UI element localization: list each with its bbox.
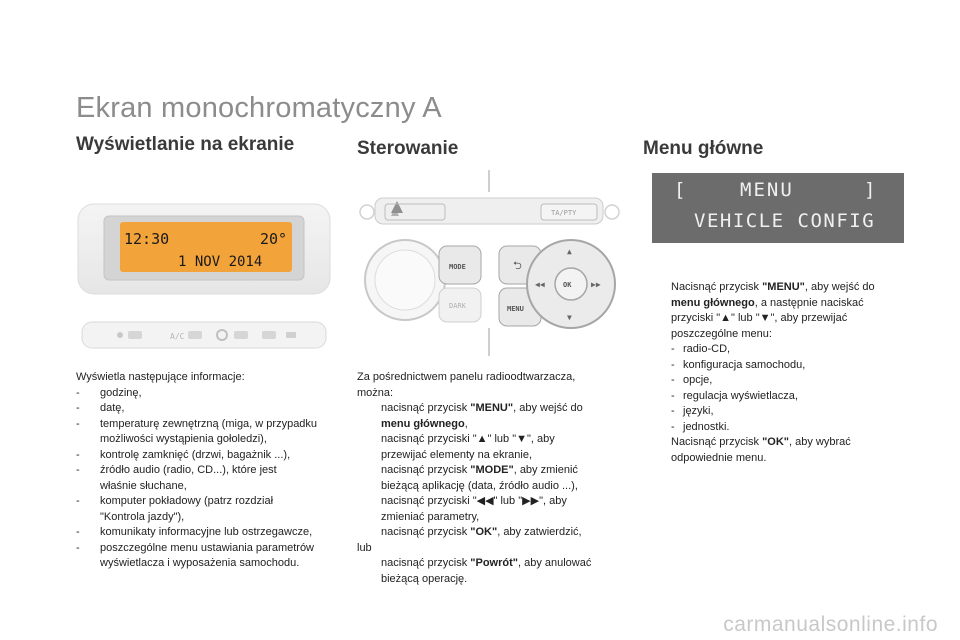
display-intro: Wyświetla następujące informacje:: [76, 371, 245, 383]
down-arrow-icon: ▼: [516, 433, 527, 445]
menu-screen-bracket-left: [: [674, 179, 686, 201]
menu-screen-item: VEHICLE CONFIG: [694, 210, 876, 232]
submenu-item: - konfiguracja samochodu,: [671, 358, 806, 371]
svg-text:DARK: DARK: [449, 302, 466, 310]
list-item: Nacisnąć przycisk "MENU", aby wejść do menu głównego, a następnie naciskać przyciski "▲" lub "▼", aby przewijać poszczególne menu: - radio-CD, - konfiguracja samochodu, - opcje, - regulacja wyświetlacza, - języki, - jednostki.: [647, 280, 907, 435]
list-item: - kontrolę zamknięć (drzwi, bagażnik ...),: [76, 448, 291, 461]
controls-intro-line-1: Za pośrednictwem panelu radioodtwarzacza,: [357, 371, 576, 383]
section-heading-display: Wyświetlanie na ekranie: [76, 134, 295, 155]
controls-description: [357, 370, 623, 587]
list-item: - źródło audio (radio, CD...), które jest właśnie słuchane,: [76, 464, 277, 492]
ac-label: A/C: [170, 332, 185, 341]
list-item: nacisnąć przyciski "▲" lub "▼", aby przewijać elementy na ekranie,: [381, 433, 555, 461]
submenu-item: - języki,: [671, 405, 714, 417]
svg-text:MODE: MODE: [449, 263, 466, 271]
submenu-item: - jednostki.: [671, 420, 730, 433]
section-heading-menu: Menu główne: [643, 138, 764, 159]
list-item: Nacisnąć przycisk "OK", aby wybrać odpowiednie menu.: [671, 436, 851, 464]
list-item: - temperaturę zewnętrzną (miga, w przypadku możliwości wystąpienia gołoledzi),: [76, 417, 318, 445]
menu-screen-bracket-right: ]: [864, 179, 876, 201]
up-arrow-icon: ▲: [567, 247, 572, 256]
watermark: carmanualsonline.info: [723, 613, 938, 636]
list-item: nacisnąć przycisk "OK", aby zatwierdzić,: [381, 526, 582, 538]
rear-defrost-icon: [286, 332, 296, 338]
section-heading-controls: Sterowanie: [357, 138, 459, 159]
menu-screen-title: MENU: [740, 179, 794, 201]
rewind-icon: ◀◀: [476, 495, 494, 507]
svg-text:OK: OK: [563, 281, 572, 289]
list-item: - godzinę,: [76, 386, 142, 399]
controls-intro-line-2: można:: [357, 386, 394, 399]
ta-pty-label: TA/PTY: [551, 209, 577, 217]
list-item: nacisnąć przycisk "MODE", aby zmienić bieżącą aplikację (data, źródło audio ...),: [381, 464, 578, 492]
list-item: nacisnąć przyciski "◀◀" lub "▶▶", aby zmieniać parametry,: [381, 495, 567, 523]
list-item: - datę,: [76, 402, 125, 414]
page-title: Ekran monochromatyczny A: [76, 92, 442, 124]
fan-icon: [117, 332, 123, 338]
forward-icon: ▶▶: [591, 280, 601, 289]
menu-description: [647, 280, 907, 466]
submenu-item: - radio-CD,: [671, 343, 731, 355]
back-arrow-icon: ⮌: [513, 259, 522, 272]
list-item: nacisnąć przycisk "MENU", aby wejść do menu głównego,: [381, 402, 583, 430]
controls-or: lub: [357, 541, 372, 554]
lcd-temp: 20°: [260, 230, 288, 248]
down-arrow-icon: ▼: [567, 313, 572, 322]
menu-screen-illustration: [652, 173, 904, 243]
submenu-item: - opcje,: [671, 374, 713, 386]
down-arrow-icon: ▼: [759, 312, 771, 324]
list-item: - komunikaty informacyjne lub ostrzegawcze,: [76, 526, 313, 538]
list-item: nacisnąć przycisk "Powrót", aby anulować bieżącą operację.: [381, 557, 592, 585]
forward-icon: ▶▶: [522, 495, 540, 507]
up-arrow-icon: ▲: [476, 433, 488, 445]
lcd-time: 12:30: [124, 230, 170, 248]
list-item: - komputer pokładowy (patrz rozdział "Kontrola jazdy"),: [76, 495, 274, 523]
display-panel-illustration: [74, 192, 334, 362]
display-description: [76, 370, 338, 572]
svg-text:MENU: MENU: [507, 305, 524, 313]
list-item: - poszczególne menu ustawiania parametrów wyświetlacza i wyposażenia samochodu.: [76, 541, 315, 569]
radio-controls-illustration: [355, 168, 623, 358]
lcd-date: 1 NOV 2014: [178, 254, 263, 270]
submenu-item: - regulacja wyświetlacza,: [671, 389, 798, 402]
rewind-icon: ◀◀: [535, 280, 545, 289]
up-arrow-icon: ▲: [720, 312, 732, 324]
